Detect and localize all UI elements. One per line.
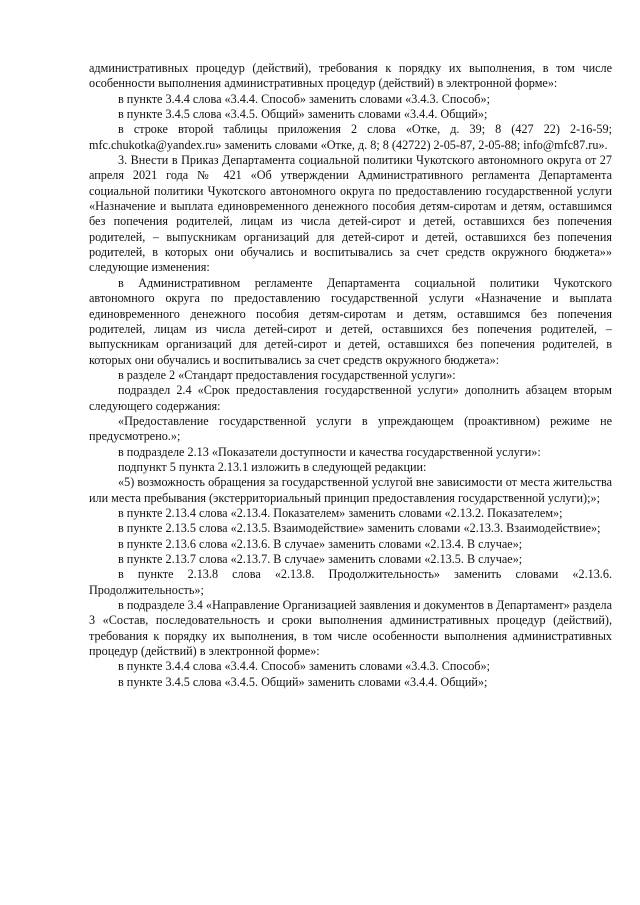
- paragraph-8: подраздел 2.4 «Срок предоставления государственной услуги» дополнить абзацем вторым следующего содержания:: [89, 383, 612, 413]
- paragraph-6: в Административном регламенте Департамента социальной политики Чукотского автономного округа по предоставлению государственной услуги «Назначение и выплата единовременного денежного пособия детям-сиротам и детям, оставшимся без попечения родителей, лицам из числа детей-сирот и детей, оставшихся без попечения родителей, – выпускникам организаций для детей-сирот и детей, оставшихся без попечения родителей, в которых они обучались и воспитывались за счет средств окружного бюджета»:: [89, 275, 612, 367]
- paragraph-13: в пункте 2.13.4 слова «2.13.4. Показателем» заменить словами «2.13.2. Показателем»;: [118, 505, 563, 520]
- paragraph-12: «5) возможность обращения за государственной услугой вне зависимости от места жительства или места пребывания (экстерриториальный принцип предоставления государственной услуги);»;: [89, 475, 612, 505]
- paragraph-7: в разделе 2 «Стандарт предоставления государственной услуги»:: [118, 367, 456, 382]
- paragraph-3: в пункте 3.4.5 слова «3.4.5. Общий» заменить словами «3.4.4. Общий»;: [118, 107, 488, 122]
- paragraph-14: в пункте 2.13.5 слова «2.13.5. Взаимодействие» заменить словами «2.13.3. Взаимодействие»;: [118, 521, 601, 536]
- paragraph-15: в пункте 2.13.6 слова «2.13.6. В случае» заменить словами «2.13.4. В случае»;: [118, 536, 523, 551]
- paragraph-2: в пункте 3.4.4 слова «3.4.4. Способ» заменить словами «3.4.3. Способ»;: [118, 91, 490, 106]
- paragraph-20: в пункте 3.4.5 слова «3.4.5. Общий» заменить словами «3.4.4. Общий»;: [118, 674, 488, 689]
- paragraph-1: административных процедур (действий), требования к порядку их выполнения, в том числе особенности выполнения административных процедур (действий) в электронной форме»:: [89, 61, 612, 91]
- paragraph-10: в подразделе 2.13 «Показатели доступности и качества государственной услуги»:: [118, 444, 541, 459]
- paragraph-5: 3. Внести в Приказ Департамента социальной политики Чукотского автономного округа от 27 апреля 2021 года № 421 «Об утверждении Административного регламента Департамента социальной политики Чукотского автономного округа по предоставлению государственной услуги «Назначение и выплата единовременного денежного пособия детям-сиротам и детям, оставшимся без попечения родителей, лицам из числа детей-сирот и детей, оставшихся без попечения родителей, – выпускникам организаций для детей-сирот и детей, оставшихся без попечения родителей, в которых они обучались и воспитывались за счет средств окружного бюджета»» следующие изменения:: [89, 153, 612, 275]
- paragraph-17: в пункте 2.13.8 слова «2.13.8. Продолжительность» заменить словами «2.13.6. Продолжительность»;: [89, 567, 612, 597]
- paragraph-9: «Предоставление государственной услуги в упреждающем (проактивном) режиме не предусмотрено.»;: [89, 413, 612, 444]
- paragraph-19: в пункте 3.4.4 слова «3.4.4. Способ» заменить словами «3.4.3. Способ»;: [118, 659, 490, 674]
- paragraph-4: в строке второй таблицы приложения 2 слова «Отке, д. 39; 8 (427 22) 2-16-59; mfc.chukotka@yandex.ru» заменить словами «Отке, д. 8; 8 (42722) 2-05-87, 2-05-88; info@mfc87.ru».: [89, 122, 612, 152]
- paragraph-18: в подразделе 3.4 «Направление Организацией заявления и документов в Департамент» раздела 3 «Состав, последовательность и сроки выполнения административных процедур (действий), требования к порядку их выполнения, в том числе особенности выполнения административных процедур (действий) в электронной форме»:: [89, 598, 612, 659]
- paragraph-11: подпункт 5 пункта 2.13.1 изложить в следующей редакции:: [118, 459, 427, 474]
- paragraph-16: в пункте 2.13.7 слова «2.13.7. В случае» заменить словами «2.13.5. В случае»;: [118, 552, 523, 566]
